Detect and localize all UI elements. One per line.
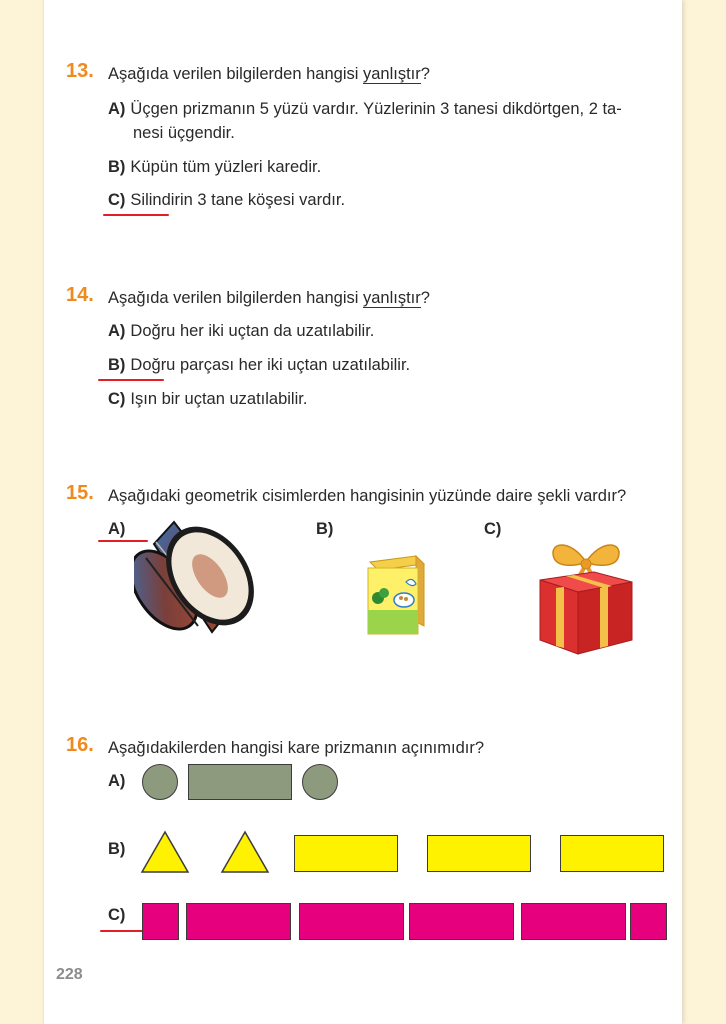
question-16-option-b-label[interactable]: B) [108,840,126,858]
answer-mark-13 [103,214,169,216]
option-c-rectangle-1 [186,903,291,940]
question-13-number: 13. [66,60,94,82]
option-c-rectangle-2 [299,903,404,940]
drum-image[interactable] [134,514,256,642]
question-14-option-a[interactable]: A) Doğru her iki uçtan da uzatılabilir. [108,322,375,340]
question-15-option-c-label[interactable]: C) [484,520,502,538]
option-c-square-right [630,903,667,940]
option-c-rectangle-4 [521,903,626,940]
question-16-option-c-label[interactable]: C) [108,906,126,924]
question-13-option-b[interactable]: B) Küpün tüm yüzleri karedir. [108,158,322,176]
option-a-circle-left [142,764,178,800]
question-14-keyword: yanlıştır [363,289,421,307]
question-15-number: 15. [66,482,94,504]
question-16-text: Aşağıdakilerden hangisi kare prizmanın açınımıdır? [108,739,485,757]
question-13-keyword: yanlıştır [363,65,421,83]
option-b-rectangle-2 [427,835,531,872]
question-16-number: 16. [66,734,94,756]
option-a-rectangle [188,764,292,800]
option-c-rectangle-3 [409,903,514,940]
option-a-circle-right [302,764,338,800]
option-b-triangle-2 [220,830,270,874]
question-13-option-c[interactable]: C) Silindirin 3 tane köşesi vardır. [108,191,346,209]
question-15-option-a-label[interactable]: A) [108,520,126,538]
option-c-square-left [142,903,179,940]
question-16-option-a-label[interactable]: A) [108,772,126,790]
question-14-option-c[interactable]: C) Işın bir uçtan uzatılabilir. [108,390,308,408]
gift-box-image[interactable] [536,536,636,658]
question-13-text: Aşağıda verilen bilgilerden hangisi yanlıştır? [108,65,430,83]
answer-mark-14 [98,379,164,381]
question-15-option-b-label[interactable]: B) [316,520,334,538]
cereal-box-image[interactable] [362,554,426,636]
question-14-text: Aşağıda verilen bilgilerden hangisi yanlıştır? [108,289,430,307]
question-14-number: 14. [66,284,94,306]
question-13-option-a-cont: nesi üçgendir. [133,124,235,142]
question-13-option-a[interactable]: A) Üçgen prizmanın 5 yüzü vardır. Yüzlerinin 3 tanesi dikdörtgen, 2 ta- [108,100,622,118]
option-b-triangle-1 [140,830,190,874]
page-number: 228 [56,966,83,983]
question-14-option-b[interactable]: B) Doğru parçası her iki uçtan uzatılabilir. [108,356,411,374]
option-b-rectangle-3 [560,835,664,872]
option-b-rectangle-1 [294,835,398,872]
question-15-text: Aşağıdaki geometrik cisimlerden hangisinin yüzünde daire şekli vardır? [108,487,627,505]
